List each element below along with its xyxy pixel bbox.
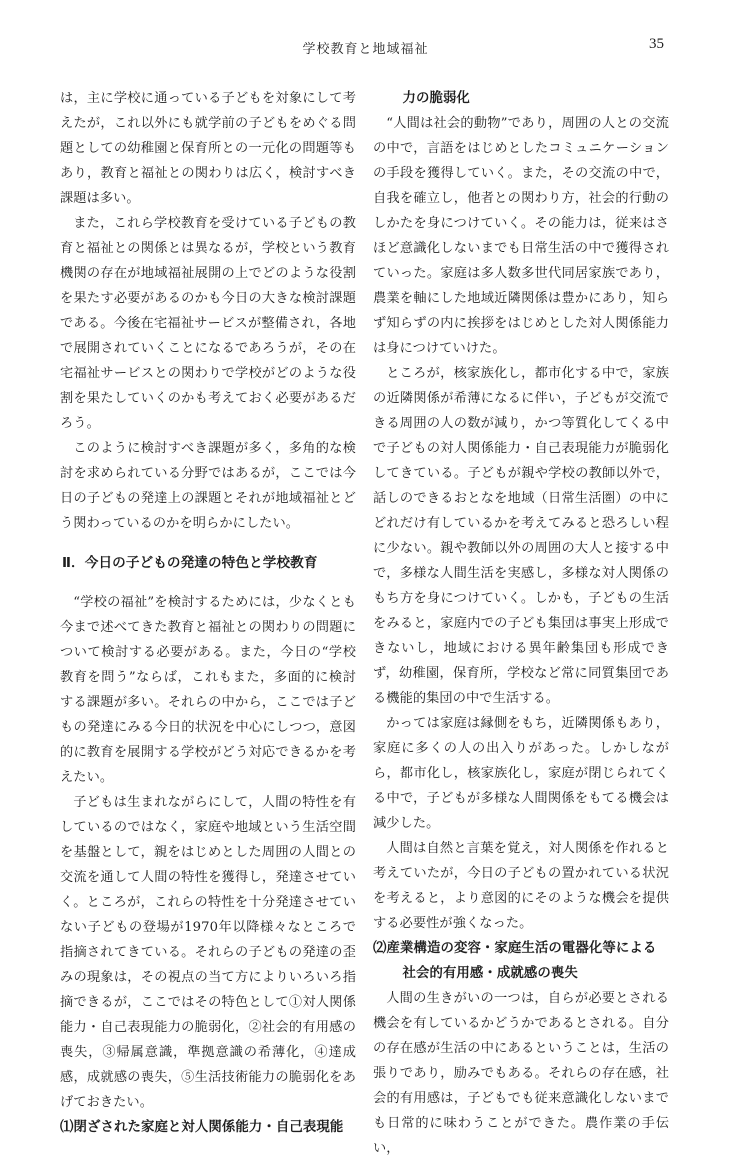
paragraph: “人間は社会的動物”であり，周囲の人との交流の中で，言語をはじめとしたコミュニケーションの手段を獲得していく。また，その交流の中で，自我を確立し，他者との関わり方，社会的行動のしかたを身につけていく。その能力は，従来はさほど意識化しないまでも日常生活の中で獲得されていった。家庭は多人数多世代同居家族であり，農業を軸にした地域近隣関係は豊かにあり，知らず知らずの内に挨拶をはじめとした対人関係能力は身につけていけた。: [373, 116, 669, 356]
paragraph: 子どもは生まれながらにして，人間の特性を有しているのではなく，家庭や地域という生活空間を基盤として，親をはじめとした周囲の人間との交流を通して人間の特性を獲得し，発達させていく。ところが，これらの特性を十分発達させていない子どもの登場が1970年以降様々なところで指摘されてきている。それらの子どもの発達の歪みの現象は，その視点の当て方によりいろいろ指摘できるが，ここではその特色として①対人関係能力・自己表現能力の脆弱化，②社会的有用感の喪失，③帰属意識，準拠意識の希薄化，④達成感，成就感の喪失，⑤生活技術能力の脆弱化をあげておきたい。: [60, 795, 356, 1110]
running-head: 学校教育と地域福祉: [302, 42, 429, 57]
page-number: 35: [649, 36, 664, 52]
paragraph: かっては家庭は縁側をもち，近隣関係もあり，家庭に多くの人の出入りがあった。しかしながら，都市化し，核家族化し，家庭が閉じられてくる中で，子どもが多様な人間関係をもてる機会は減少した。: [373, 716, 669, 831]
subsection-title-line: 産業構造の変容・家庭生活の電器化等による: [386, 941, 657, 956]
paragraph: ところが，核家族化し，都市化する中で，家族の近隣関係が希薄になるに伴い，子どもが交流できる周囲の人の数が減り，かつ等質化してくる中で子どもの対人関係能力・自己表現能力が脆弱化してきている。子どもが親や学校の教師以外で，話しのできるおとなを地域（日常生活圏）の中にどれだけ有しているかを考えてみると恐ろしい程に少ない。親や教師以外の周囲の大人と接する中で，多様な人間生活を実感し，多様な対人関係のもち方を身につけていく。しかも，子どもの生活をみると，家庭内での子ども集団は事実上形成できないし，地域における異年齢集団も形成できず，幼稚園，保育所，学校など常に同質集団である機能的集団の中で生活する。: [373, 366, 669, 706]
subsection-heading-continued: 力の脆弱化: [402, 91, 470, 106]
subsection-number: ⑴: [60, 1120, 74, 1135]
subsection-heading: [60, 1115, 356, 1140]
left-column: [60, 86, 356, 1140]
paragraph: 人間の生きがいの一つは，自らが必要とされる機会を有しているかどうかであるとされる。自分の存在感が生活の中にあるということは，生活の張りであり，励みでもある。それらの存在感，社会的有用感は，子どもでも従来意識化しないまでも日常的に味わうことができた。農作業の手伝い，: [373, 991, 669, 1156]
paragraph: は，主に学校に通っている子どもを対象にして考えたが，これ以外にも就学前の子どもをめぐる問題としての幼稚園と保育所との一元化の問題等もあり，教育と福祉との関わりは広く，検討すべき課題は多い。: [60, 91, 356, 206]
section-heading: Ⅱ．今日の子どもの発達の特色と学校教育: [62, 555, 318, 571]
subsection-heading: [373, 936, 669, 986]
subsection-title-line: 社会的有用感・成就感の喪失: [402, 966, 578, 981]
subsection-number: ⑵: [373, 941, 387, 956]
subsection-title-line: 閉ざされた家庭と対人関係能力・自己表現能: [73, 1120, 344, 1135]
paragraph: このように検討すべき課題が多く，多角的な検討を求められている分野ではあるが，ここでは今日の子どもの発達上の課題とそれが地域福祉とどう関わっているのかを明らかにしたい。: [60, 441, 356, 531]
paragraph: 人間は自然と言葉を覚え，対人関係を作れると考えていたが，今日の子どもの置かれている状況を考えると，より意図的にそのような機会を提供する必要性が強くなった。: [373, 841, 669, 931]
right-column: [373, 86, 669, 1161]
paragraph: “学校の福祉”を検討するためには，少なくとも今まで述べてきた教育と福祉との関わりの問題について検討する必要がある。また，今日の“学校教育を問う”ならば，これもまた，多面的に検討する課題が多い。それらの中から，ここでは子どもの発達にみる今日的状況を中心にしつつ，意図的に教育を展開する学校がどう対応できるかを考えたい。: [60, 595, 356, 785]
paragraph: また，これら学校教育を受けている子どもの教育と福祉との関係とは異なるが，学校という教育機関の存在が地域福祉展開の上でどのような役割を果たす必要があるのかも今日の大きな検討課題である。今後在宅福祉サービスが整備され，各地で展開されていくことになるであろうが，その在宅福祉サービスとの関わりで学校がどのような役割を果たしていくのかも考えておく必要があるだろう。: [60, 216, 356, 431]
